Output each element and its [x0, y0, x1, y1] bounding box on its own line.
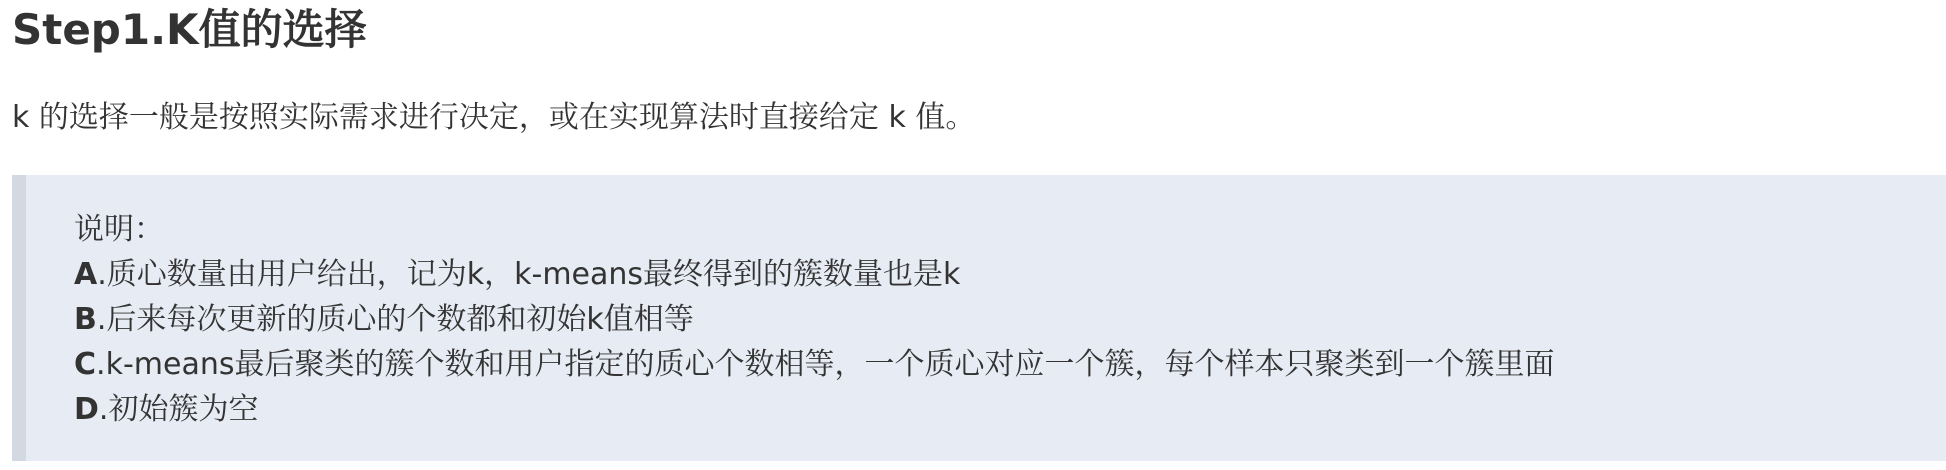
option-text-b: .后来每次更新的质心的个数都和初始k值相等 — [96, 302, 694, 337]
option-letter-d: D — [74, 392, 99, 427]
option-text-d: .初始簇为空 — [98, 392, 259, 427]
note-title: 说明： — [74, 212, 164, 247]
note-block — [12, 175, 1946, 461]
note-option-a — [74, 252, 1946, 297]
option-letter-b: B — [74, 302, 97, 337]
section-heading: Step1.K值的选择 — [12, 5, 367, 54]
option-letter-a: A — [74, 257, 98, 292]
intro-paragraph: k 的选择一般是按照实际需求进行决定，或在实现算法时直接给定 k 值。 — [12, 100, 976, 135]
note-option-b — [74, 297, 1946, 342]
note-option-d — [74, 387, 1946, 432]
note-option-c — [74, 342, 1946, 387]
option-text-a: .质心数量由用户给出，记为k，k-means最终得到的簇数量也是k — [97, 257, 961, 292]
option-text-c: .k-means最后聚类的簇个数和用户指定的质心个数相等，一个质心对应一个簇，每个样本只聚类到一个簇里面 — [96, 347, 1555, 382]
option-letter-c: C — [74, 347, 97, 382]
